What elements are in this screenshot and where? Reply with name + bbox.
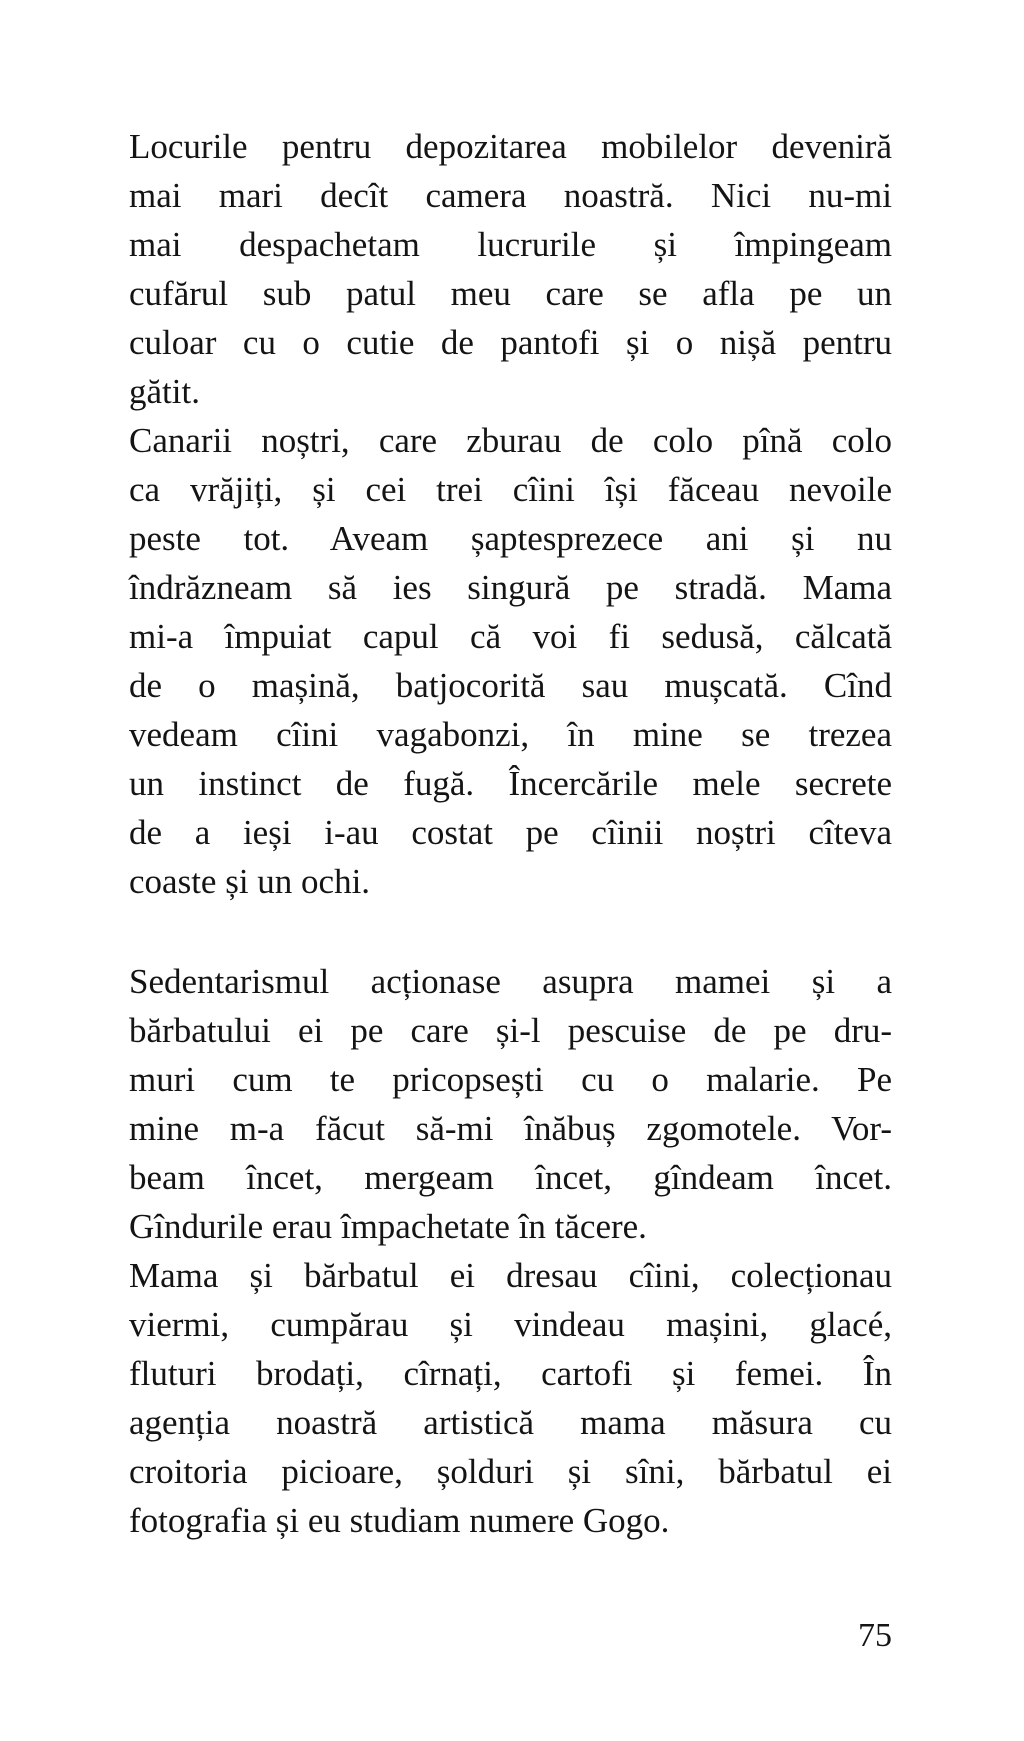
page-body-text (129, 122, 892, 1545)
text-line: peste tot. Aveam șaptesprezece ani și nu (129, 519, 892, 558)
text-line: coaste și un ochi. (129, 862, 371, 901)
text-line: mai despachetam lucrurile și împingeam (129, 225, 892, 264)
text-line: muri cum te pricopsești cu o malarie. Pe (129, 1060, 892, 1099)
paragraph (129, 122, 892, 416)
text-line: Canarii noștri, care zburau de colo pînă colo (129, 421, 892, 460)
text-line: culoar cu o cutie de pantofi și o nișă pentru (129, 323, 892, 362)
text-line: Gîndurile erau împachetate în tăcere. (129, 1207, 647, 1246)
text-line: beam încet, mergeam încet, gîndeam încet. (129, 1158, 892, 1197)
text-line: gătit. (129, 372, 200, 411)
text-line: ca vrăjiți, și cei trei cîini își făceau nevoile (129, 470, 892, 509)
text-line: agenția noastră artistică mama măsura cu (129, 1403, 892, 1442)
text-line: îndrăzneam să ies singură pe stradă. Mama (129, 568, 892, 607)
text-line: bărbatului ei pe care și-l pescuise de pe dru- (129, 1011, 892, 1050)
text-line: viermi, cumpărau și vindeau mașini, glacé, (129, 1305, 892, 1344)
text-line: mine m-a făcut să-mi înăbuș zgomotele. Vor- (129, 1109, 892, 1148)
text-line: de o mașină, batjocorită sau mușcată. Cînd (129, 666, 892, 705)
paragraph (129, 957, 892, 1251)
text-line: Mama și bărbatul ei dresau cîini, colecționau (129, 1256, 892, 1295)
text-line: Sedentarismul acționase asupra mamei și a (129, 962, 892, 1001)
text-line: Locurile pentru depozitarea mobilelor deveniră (129, 127, 892, 166)
text-line: cufărul sub patul meu care se afla pe un (129, 274, 892, 313)
text-line: fluturi brodați, cîrnați, cartofi și femei. În (129, 1354, 892, 1393)
text-line: mi-a împuiat capul că voi fi sedusă, călcată (129, 617, 892, 656)
text-line: croitoria picioare, șolduri și sîni, bărbatul ei (129, 1452, 892, 1491)
text-line: vedeam cîini vagabonzi, în mine se trezea (129, 715, 892, 754)
page-number: 75 (858, 1617, 892, 1654)
text-line: fotografia și eu studiam numere Gogo. (129, 1501, 670, 1540)
text-line: mai mari decît camera noastră. Nici nu-mi (129, 176, 892, 215)
text-line: un instinct de fugă. Încercările mele secrete (129, 764, 892, 803)
paragraph (129, 416, 892, 906)
text-line: de a ieși i-au costat pe cîinii noștri cîteva (129, 813, 892, 852)
paragraph (129, 1251, 892, 1545)
